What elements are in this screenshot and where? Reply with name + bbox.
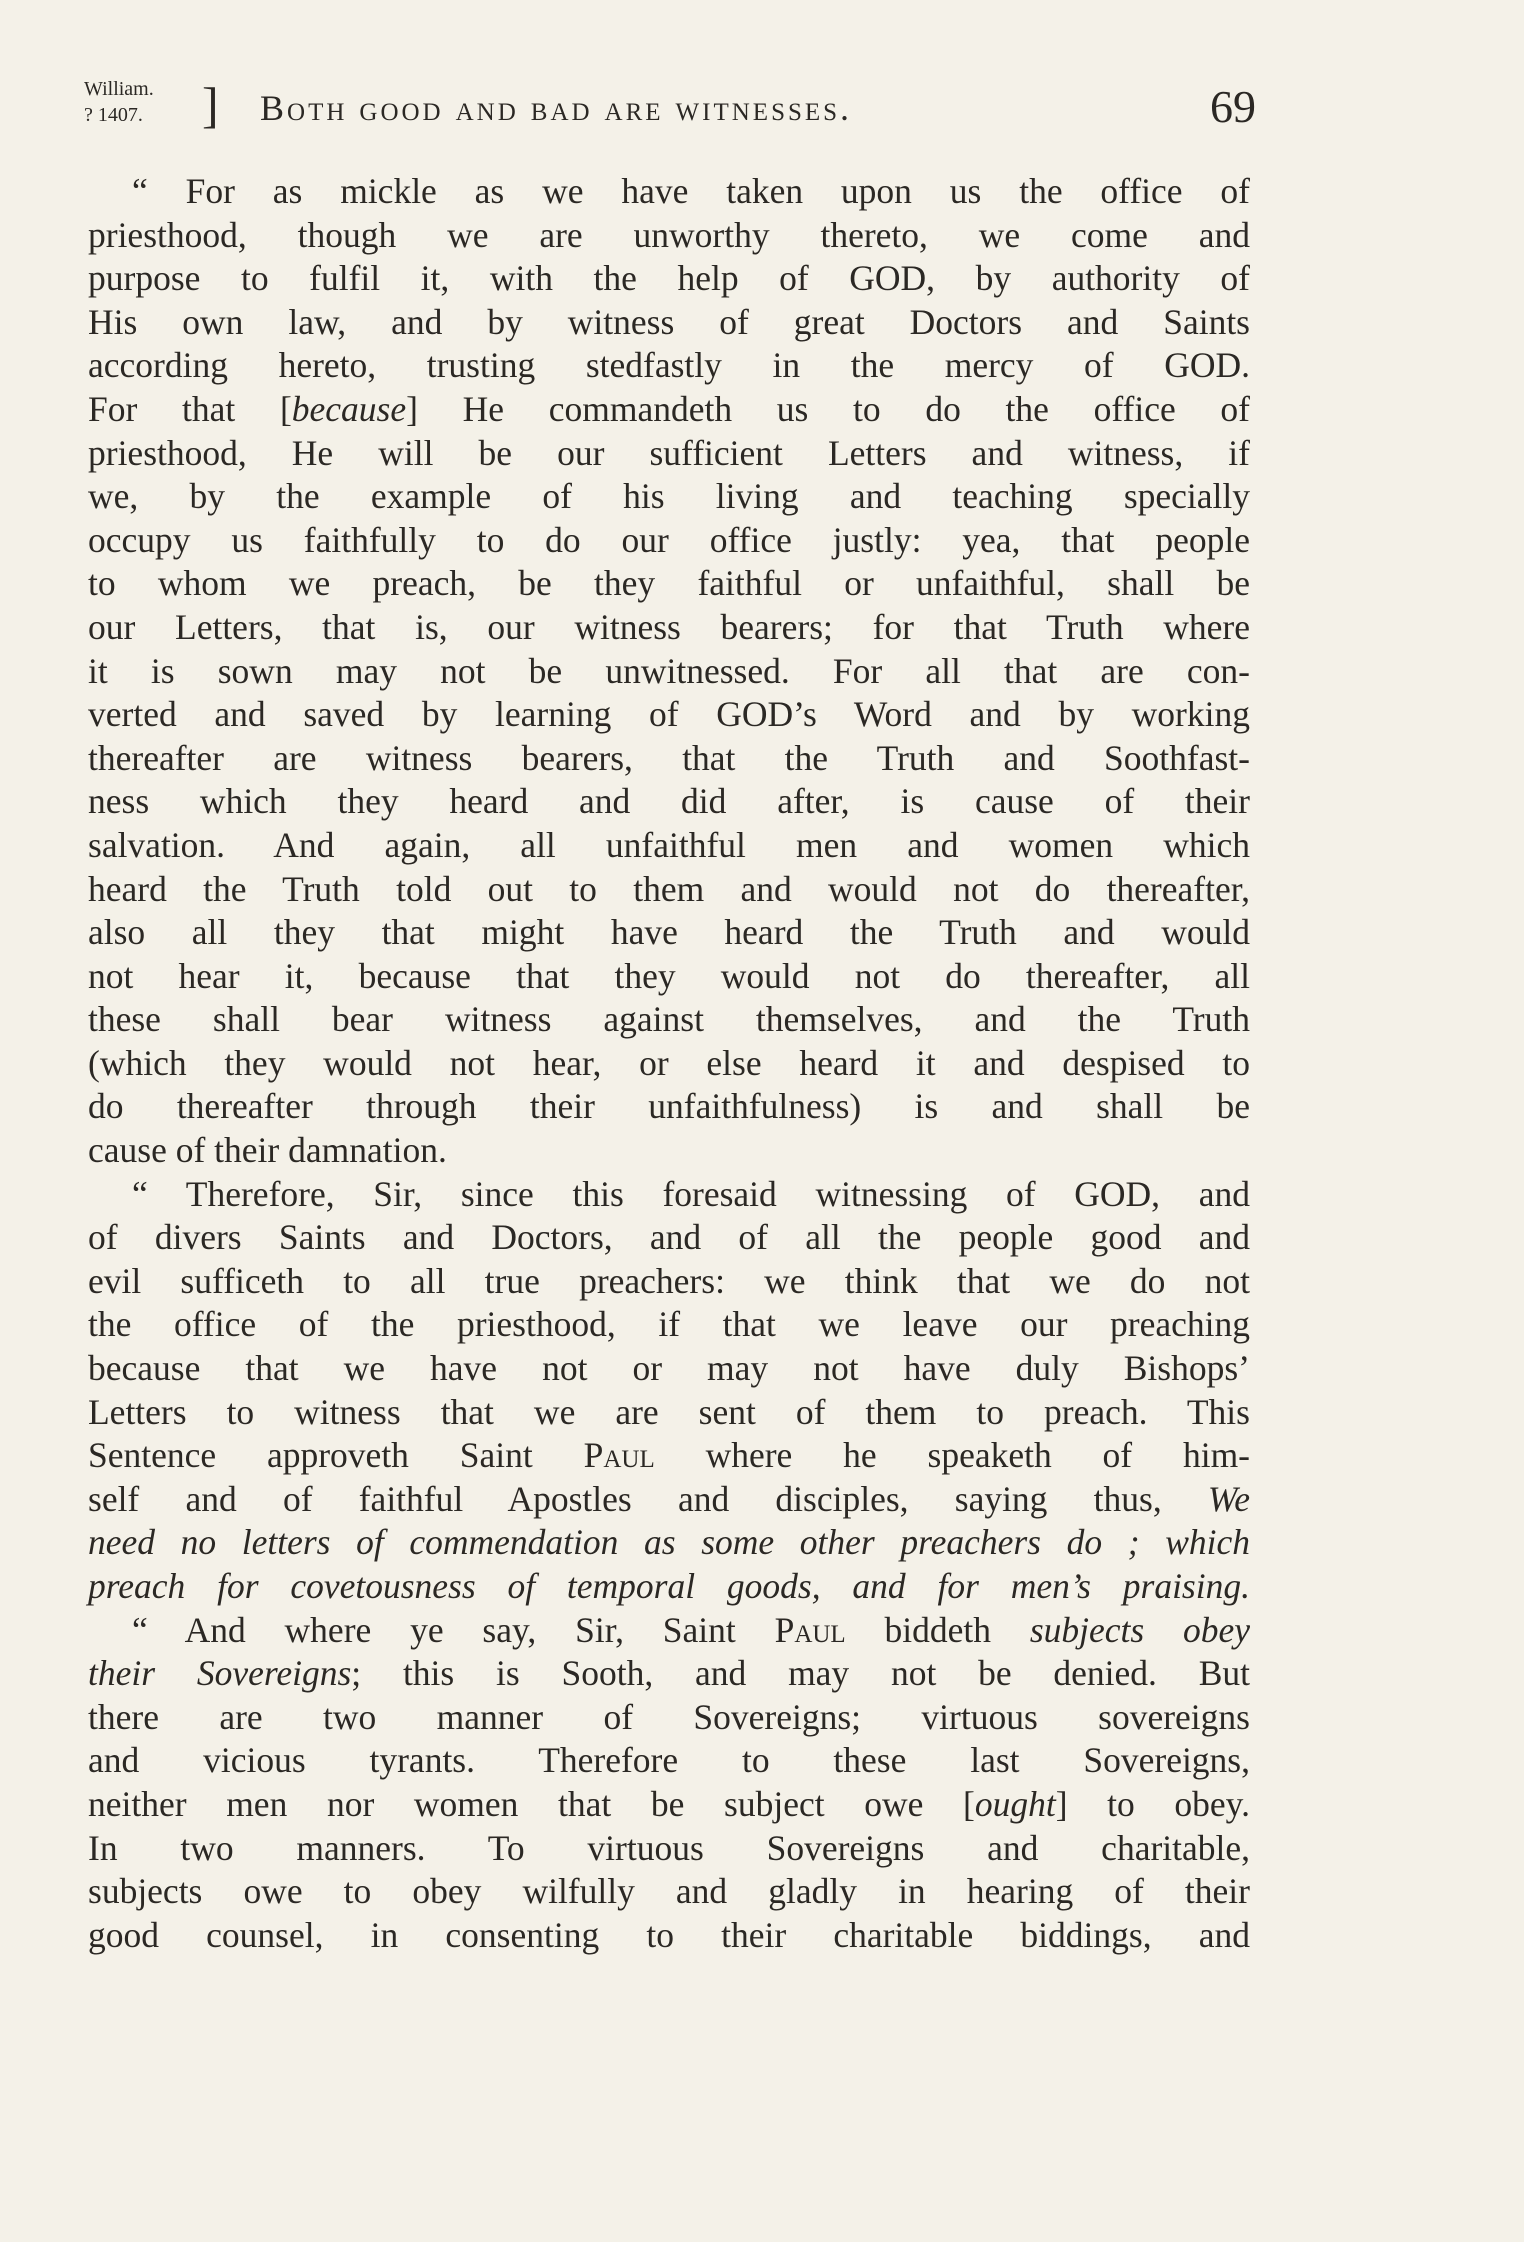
text-line: Letters to witness that we are sent of them to preach. This — [88, 1391, 1250, 1432]
running-title: Both good and bad are witnesses. — [260, 88, 853, 128]
text-line: Sentence approveth Saint Paul where he speaketh of him- — [88, 1435, 1251, 1476]
text-line: “ Therefore, Sir, since this foresaid witnessing of GOD, and — [132, 1173, 1250, 1214]
text-line: neither men nor women that be subject owe [ought] to obey. — [88, 1783, 1250, 1824]
text-line: “ And where ye say, Sir, Saint Paul biddeth subjects obey — [132, 1609, 1251, 1650]
text-line: subjects owe to obey wilfully and gladly in hearing of their — [88, 1871, 1250, 1912]
margin-note — [84, 78, 234, 138]
body-text — [88, 170, 1250, 1957]
text-line: and vicious tyrants. Therefore to these last Sovereigns, — [88, 1740, 1250, 1781]
text-line: “ For as mickle as we have taken upon us the office of — [132, 171, 1250, 211]
margin-note-author: William. — [84, 78, 154, 100]
text-line: cause of their damnation. — [88, 1130, 447, 1171]
margin-note-year: ? 1407. — [84, 104, 143, 126]
text-line: thereafter are witness bearers, that the Truth and Soothfast- — [88, 737, 1250, 778]
text-line: occupy us faithfully to do our office justly: yea, that people — [88, 519, 1250, 560]
text-line: also all they that might have heard the Truth and would — [88, 912, 1250, 953]
text-line: we, by the example of his living and teaching specially — [88, 476, 1250, 517]
text-line: preach for covetousness of temporal goods, and for men’s praising. — [88, 1566, 1250, 1606]
text-line: of divers Saints and Doctors, and of all the people good and — [88, 1217, 1250, 1258]
margin-note-bracket: ] — [202, 77, 219, 133]
text-line: His own law, and by witness of great Doctors and Saints — [88, 301, 1250, 342]
text-line: purpose to fulfil it, with the help of GOD, by authority of — [88, 258, 1250, 299]
text-line: according hereto, trusting stedfastly in the mercy of GOD. — [88, 345, 1250, 386]
text-line: their Sovereigns; this is Sooth, and may not be denied. But — [88, 1653, 1251, 1694]
text-line: In two manners. To virtuous Sovereigns and charitable, — [88, 1827, 1250, 1868]
text-line: good counsel, in consenting to their charitable biddings, and — [88, 1914, 1250, 1955]
text-line: not hear it, because that they would not do thereafter, all — [88, 955, 1250, 996]
text-line: it is sown may not be unwitnessed. For all that are con- — [88, 650, 1250, 691]
text-line: salvation. And again, all unfaithful men and women which — [88, 824, 1250, 865]
text-line: evil sufficeth to all true preachers: we think that we do not — [88, 1260, 1250, 1301]
text-line: these shall bear witness against themselves, and the Truth — [88, 999, 1250, 1040]
text-line: priesthood, though we are unworthy thereto, we come and — [88, 214, 1250, 255]
page-number: 69 — [1210, 81, 1256, 132]
text-line: ness which they heard and did after, is cause of their — [88, 781, 1250, 822]
text-line: our Letters, that is, our witness bearers; for that Truth where — [88, 606, 1250, 647]
text-line: to whom we preach, be they faithful or unfaithful, shall be — [88, 563, 1250, 604]
text-line: heard the Truth told out to them and would not do thereafter, — [88, 868, 1250, 909]
text-line: there are two manner of Sovereigns; virtuous sovereigns — [88, 1696, 1250, 1737]
text-line: do thereafter through their unfaithfulness) is and shall be — [88, 1086, 1250, 1127]
text-line: self and of faithful Apostles and disciples, saying thus, We — [88, 1478, 1250, 1519]
text-line: verted and saved by learning of GOD’s Word and by working — [88, 694, 1250, 735]
page-header — [84, 72, 1256, 142]
text-line: priesthood, He will be our sufficient Letters and witness, if — [88, 432, 1250, 473]
text-line: the office of the priesthood, if that we leave our preaching — [88, 1304, 1250, 1345]
text-line: For that [because] He commandeth us to do the office of — [88, 388, 1250, 429]
text-line: (which they would not hear, or else heard it and despised to — [88, 1042, 1250, 1083]
text-line: because that we have not or may not have duly Bishops’ — [88, 1348, 1250, 1389]
text-line: need no letters of commendation as some other preachers do ; which — [88, 1522, 1250, 1563]
